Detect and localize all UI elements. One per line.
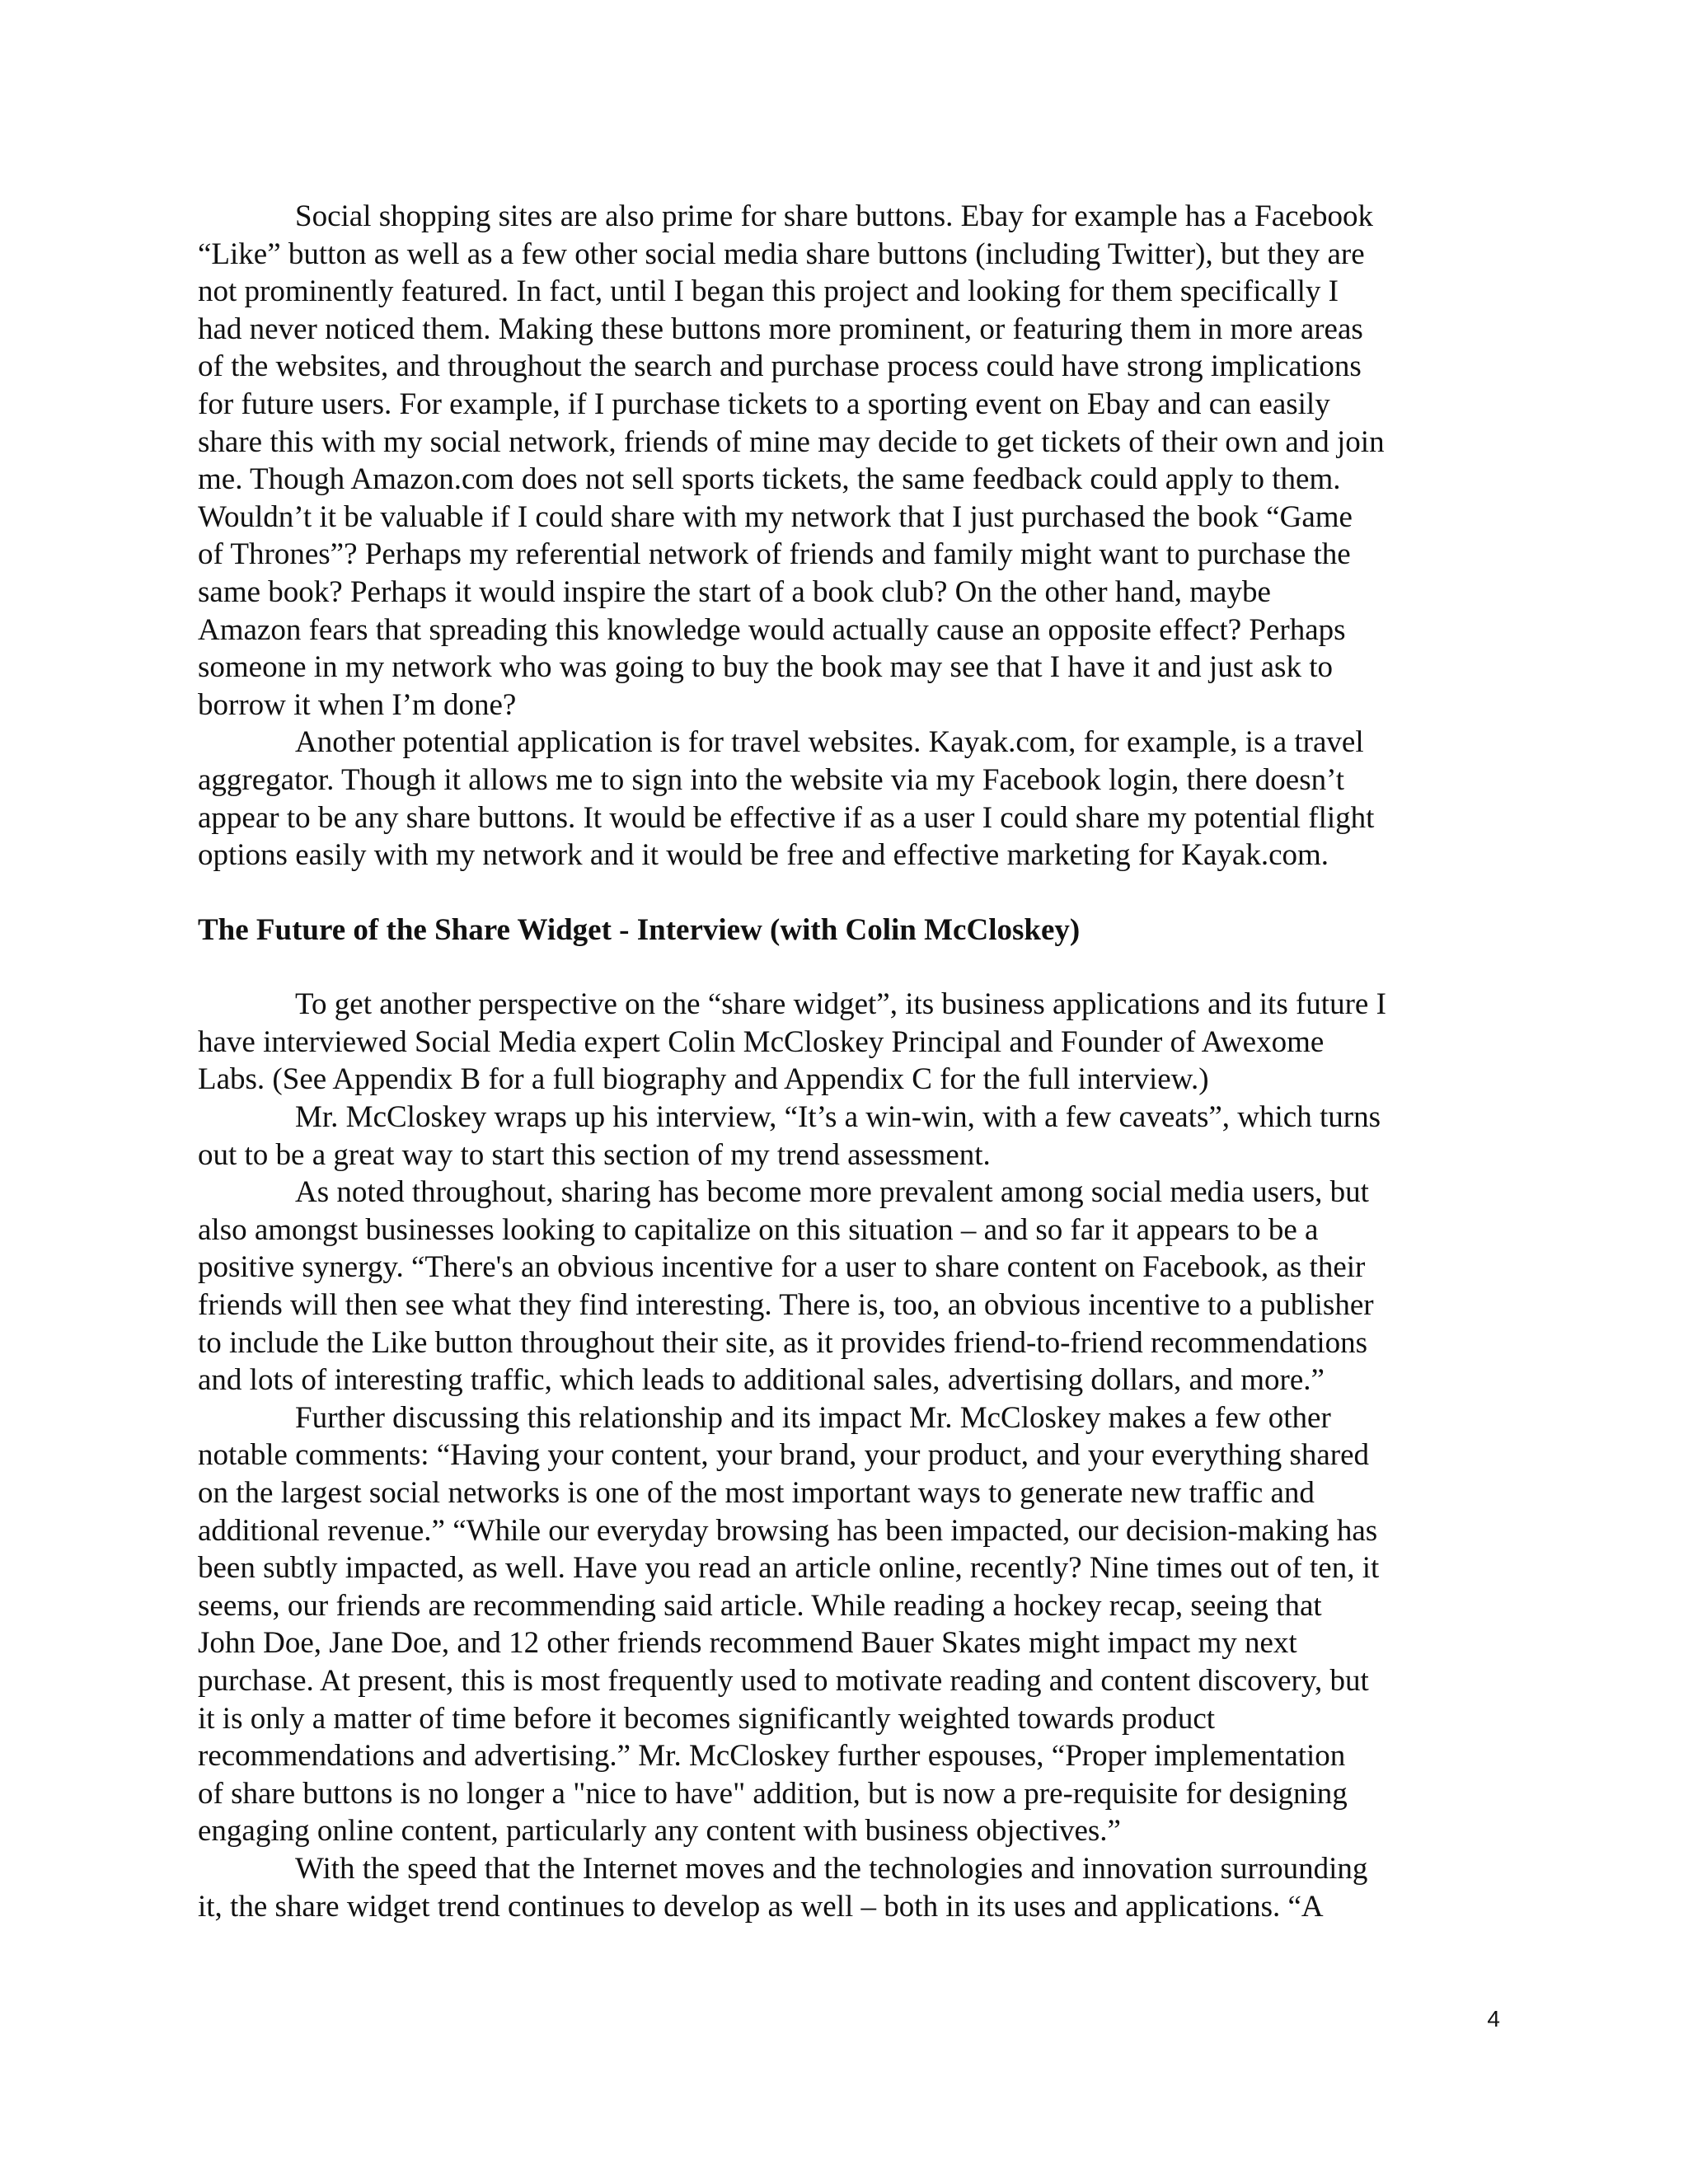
paragraph-further-discussing: Further discussing this relationship and its impact Mr. McCloskey makes a few other notable comments: “Having your content, your brand, your product, and your everything shared on the largest social networks is one of the most important ways to generate new traffic and additional revenue.” “While our everyday browsing has been impacted, our decision-making has been subtly impacted, as well. Have you read an article online, recently? Nine times out of ten, it seems, our friends are recommending said article. While reading a hockey recap, seeing that John Doe, Jane Doe, and 12 other friends recommend Bauer Skates might impact my next purchase. At present, this is most frequently used to motivate reading and content discovery, but it is only a matter of time before it becomes significantly weighted towards product recommendations and advertising.” Mr. McCloskey further espouses, “Proper implementation of share buttons is no longer a "nice to have" addition, but is now a pre-requisite for designing engaging online content, particularly any content with business objectives.” xyxy=(198,1400,1380,1849)
section-heading: The Future of the Share Widget - Interview (with Colin McCloskey) xyxy=(198,912,1081,947)
paragraph-travel-websites: Another potential application is for travel websites. Kayak.com, for example, is a travel aggregator. Though it allows me to sign into the website via my Facebook login, there doesn’t appear to be any share buttons. It would be effective if as a user I could share my potential flight options easily with my network and it would be free and effective marketing for Kayak.com. xyxy=(198,725,1375,873)
paragraph-sharing-prevalent: As noted throughout, sharing has become more prevalent among social media users, but also amongst businesses looking to capitalize on this situation – and so far it appears to be a positive synergy. “There's an obvious incentive for a user to share content on Facebook, as their friends will then see what they find interesting. There is, too, an obvious incentive to a publisher to include the Like button throughout their site, as it provides friend-to-friend recommendations and lots of interesting traffic, which leads to additional sales, advertising dollars, and more.” xyxy=(198,1175,1374,1398)
paragraph-social-shopping: Social shopping sites are also prime for share buttons. Ebay for example has a Facebook “Like” button as well as a few other social media share buttons (including Twitter), but they are not prominently featured. In fact, until I began this project and looking for them specifically I had never noticed them. Making these buttons more prominent, or featuring them in more areas of the websites, and throughout the search and purchase process could have strong implications for future users. For example, if I purchase tickets to a sporting event on Ebay and can easily share this with my social network, friends of mine may decide to get tickets of their own and join me. Though Amazon.com does not sell sports tickets, the same feedback could apply to them. Wouldn’t it be valuable if I could share with my network that I just purchased the book “Game of Thrones”? Perhaps my referential network of friends and family might want to purchase the same book? Perhaps it would inspire the start of a book club? On the other hand, maybe Amazon fears that spreading this knowledge would actually cause an opposite effect? Perhaps someone in my network who was going to buy the book may see that I have it and just ask to borrow it when I’m done? xyxy=(198,199,1385,722)
paragraph-perspective: To get another perspective on the “share widget”, its business applications and its future I have interviewed Social Media expert Colin McCloskey Principal and Founder of Awexome Labs. (See Appendix B for a full biography and Appendix C for the full interview.) xyxy=(198,987,1386,1097)
paragraph-win-win: Mr. McCloskey wraps up his interview, “It’s a win-win, with a few caveats”, which turns out to be a great way to start this section of my trend assessment. xyxy=(198,1100,1381,1172)
page-number: 4 xyxy=(1487,2006,1500,2032)
page-content xyxy=(198,198,1493,1925)
paragraph-internet-speed: With the speed that the Internet moves and the technologies and innovation surrounding it, the share widget trend continues to develop as well – both in its uses and applications. “A xyxy=(198,1851,1368,1924)
